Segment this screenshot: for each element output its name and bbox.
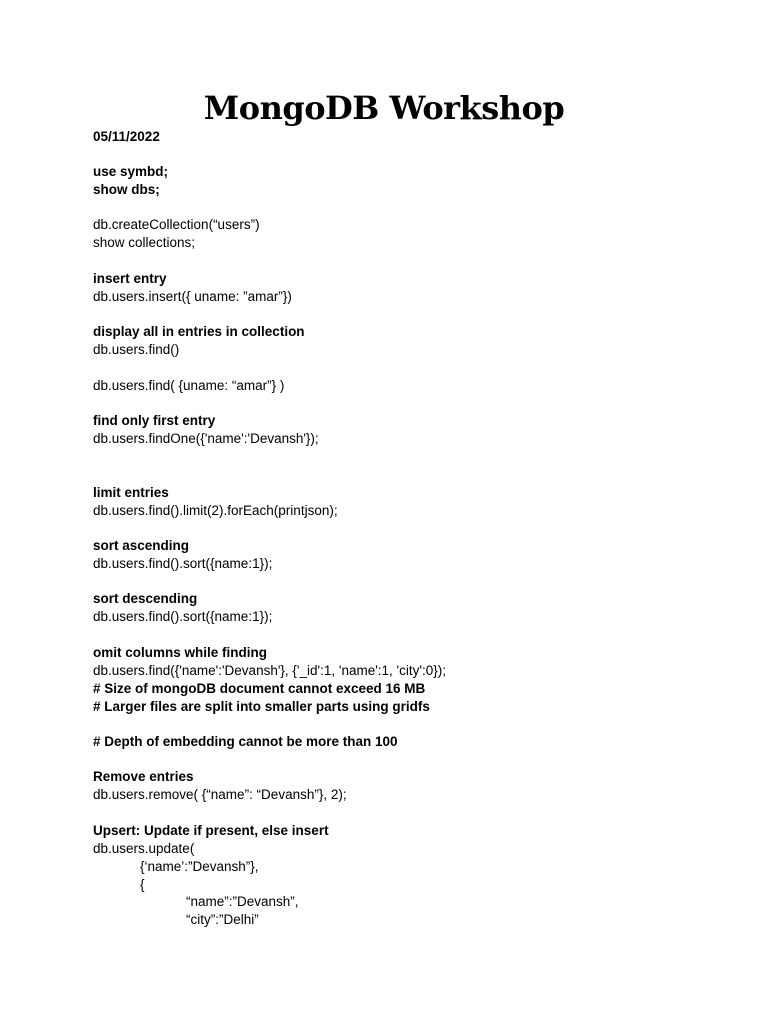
section-heading: insert entry [93,271,167,286]
note-line: # Size of mongoDB document cannot exceed 16 MB [93,681,426,696]
code-line: db.createCollection(“users”) [93,217,260,232]
code-line: db.users.insert({ uname: ”amar”}) [93,289,292,304]
section-heading: Upsert: Update if present, else insert [93,823,329,838]
document-title: MongoDB Workshop [203,89,565,127]
code-line: “name”:”Devansh”, [186,894,299,909]
code-line: { [140,877,145,892]
section-heading: display all in entries in collection [93,324,305,339]
code-line: show dbs; [93,182,160,197]
section-heading: Remove entries [93,769,194,784]
code-line: db.users.find().sort({name:1}); [93,609,273,624]
code-line: db.users.find( {uname: “amar”} ) [93,378,285,393]
note-line: # Depth of embedding cannot be more than 100 [93,734,398,749]
code-line: db.users.find({'name':'Devansh'}, {'_id':1, 'name':1, 'city':0}); [93,663,446,678]
section-heading: find only first entry [93,413,216,428]
code-line: db.users.update( [93,841,195,856]
code-line: db.users.find().sort({name:1}); [93,556,273,571]
code-line: db.users.remove( {“name”: “Devansh”}, 2); [93,787,347,802]
document-date: 05/11/2022 [93,129,160,144]
code-line: show collections; [93,235,196,250]
code-line: use symbd; [93,164,169,179]
section-heading: sort ascending [93,538,190,553]
code-line: “city”:”Delhi” [186,912,259,927]
code-line: db.users.find() [93,342,180,357]
code-line: db.users.findOne({'name':'Devansh'}); [93,431,319,446]
code-line: {‘name’:”Devansh”}, [140,859,259,874]
code-line: db.users.find().limit(2).forEach(printjson); [93,503,338,518]
note-line: # Larger files are split into smaller parts using gridfs [93,699,430,714]
section-heading: limit entries [93,485,169,500]
section-heading: sort descending [93,591,198,606]
section-heading: omit columns while finding [93,645,267,660]
